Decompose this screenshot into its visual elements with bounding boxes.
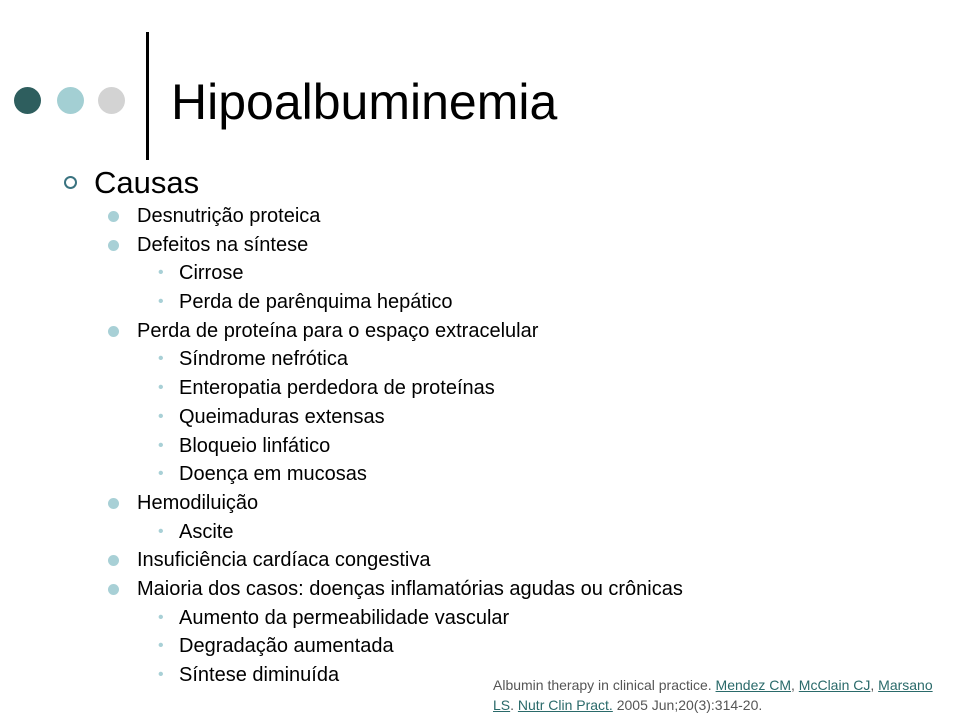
author-link-mcclain[interactable]: McClain CJ <box>798 677 871 693</box>
sub-bullet-icon: • <box>158 293 164 311</box>
sub-list-item <box>0 259 960 288</box>
decor-dot-teal <box>57 87 84 114</box>
sub-list-item <box>0 604 960 633</box>
slide-title: Hipoalbuminemia <box>171 74 558 130</box>
list-item-text: Hemodiluição <box>137 491 259 514</box>
author-link-mendez[interactable]: Mendez CM <box>715 677 792 693</box>
sub-list-item <box>0 518 960 547</box>
list-item <box>0 231 960 260</box>
author-link-marsano[interactable]: Marsano LS <box>493 677 933 713</box>
list-item-text: Insuficiência cardíaca congestiva <box>137 549 431 572</box>
list-item-text: Degradação aumentada <box>179 635 394 658</box>
sub-list-item <box>0 374 960 403</box>
sub-bullet-icon: • <box>158 407 164 425</box>
sub-bullet-icon: • <box>158 436 164 454</box>
list-item-text: Maioria dos casos: doenças inflamatórias agudas ou crônicas <box>137 577 683 600</box>
list-item-text: Ascite <box>179 520 234 543</box>
list-item <box>0 489 960 518</box>
decor-dot-gray <box>98 87 125 114</box>
bullet-dot-icon <box>108 555 119 566</box>
sub-bullet-icon: • <box>158 637 164 655</box>
main-bullet-text: Causas <box>94 165 200 200</box>
citation <box>493 675 953 715</box>
list-item <box>0 317 960 346</box>
journal-link[interactable]: Nutr Clin Pract. <box>517 697 613 713</box>
bullet-dot-icon <box>108 211 119 222</box>
sub-bullet-icon: • <box>158 608 164 626</box>
sub-bullet-icon: • <box>158 666 164 683</box>
list-item-text: Queimaduras extensas <box>179 405 385 428</box>
sub-list-item <box>0 403 960 432</box>
list-item <box>0 546 960 575</box>
sub-list-item <box>0 460 960 489</box>
sub-list-item <box>0 632 960 661</box>
list-item-text: Síndrome nefrótica <box>179 348 348 371</box>
causes-list <box>0 202 960 690</box>
sub-bullet-icon: • <box>158 465 164 483</box>
sub-list-item <box>0 345 960 374</box>
list-item-text: Bloqueio linfático <box>179 434 331 457</box>
list-item-text: Aumento da permeabilidade vascular <box>179 606 510 629</box>
list-item <box>0 202 960 231</box>
bullet-dot-icon <box>108 584 119 595</box>
list-item-text: Síntese diminuída <box>179 664 340 686</box>
list-item-text: Enteropatia perdedora de proteínas <box>179 377 495 400</box>
bullet-dot-icon <box>108 240 119 251</box>
sub-bullet-icon: • <box>158 264 164 282</box>
citation-suffix: 2005 Jun;20(3):314-20. <box>612 697 763 713</box>
list-item-text: Defeitos na síntese <box>137 233 309 256</box>
sub-bullet-icon: • <box>158 350 164 368</box>
main-bullet-icon <box>64 176 77 189</box>
list-item-text: Desnutrição proteica <box>137 205 321 227</box>
list-item-text: Perda de proteína para o espaço extracelular <box>137 319 539 342</box>
decor-dot-dark <box>14 87 41 114</box>
bullet-dot-icon <box>108 498 119 509</box>
sub-bullet-icon: • <box>158 522 164 540</box>
citation-separator: , <box>870 677 879 693</box>
bullet-dot-icon <box>108 326 119 337</box>
list-item-text: Perda de parênquima hepático <box>179 291 453 314</box>
list-item-text: Cirrose <box>179 262 244 285</box>
list-item <box>0 575 960 604</box>
sub-list-item <box>0 432 960 461</box>
citation-prefix: Albumin therapy in clinical practice. <box>493 677 716 693</box>
sub-list-item <box>0 288 960 317</box>
title-divider <box>146 32 149 160</box>
list-item-text: Doença em mucosas <box>179 463 367 486</box>
citation-separator: . <box>510 697 518 713</box>
sub-bullet-icon: • <box>158 379 164 397</box>
citation-separator: , <box>791 677 799 693</box>
